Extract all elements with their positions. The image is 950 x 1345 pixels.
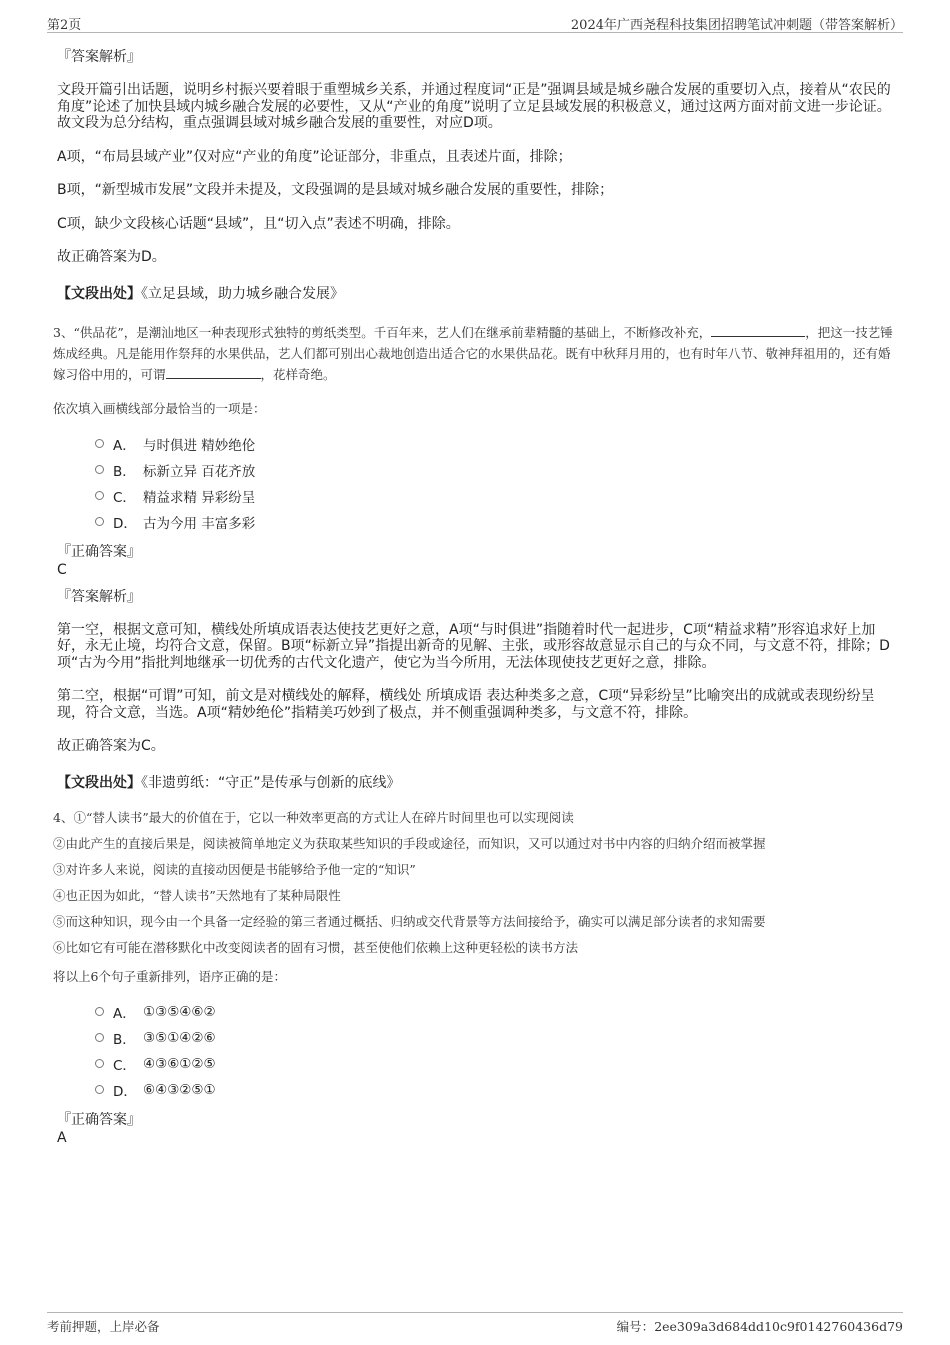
q3-analysis-p1: 第一空，根据文意可知，横线处所填成语表达使技艺更好之意，A项“与时俱进”指随着时代一起进步，C项“精益求精”形容追求好上加好，永无止境，均符合文意，保留。B项“标新立异”指提出新奇的见解、主张，或形容故意显示自己的与众不同，与文意不符，排除；D项“古为今用”指批判地继承一切优秀的古代文化遗产，使它为当今所用，无法体现使技艺更好之意，排除。 [57,621,890,671]
radio-icon[interactable] [95,491,104,500]
option-letter: C． [113,1057,136,1074]
q4-option-a[interactable] [95,999,899,1025]
page-header [47,12,903,33]
footer-slogan: 考前押题，上岸必备 [47,1319,160,1334]
q4-sentence-3: ③对许多人来说，阅读的直接动因便是书能够给予他一定的“知识” [53,861,416,877]
option-letter: D． [113,1083,137,1100]
page-footer [47,1312,903,1337]
q4-options [95,999,899,1103]
q4-sentence-6: ⑥比如它有可能在潜移默化中改变阅读者的固有习惯，甚至使他们依赖上这种更轻松的读书方法 [53,939,579,955]
q3-source-title: 《非遗剪纸：“守正”是传承与创新的底线》 [141,774,401,791]
option-text: ④③⑥①②⑤ [143,1055,216,1072]
document-code-value: 2ee309a3d684dd10c9f0142760436d79 [654,1319,903,1334]
document-code-label: 编号： [616,1319,655,1334]
q4-option-d[interactable] [95,1077,899,1103]
q2-analysis-p5: 故正确答案为D。 [57,249,166,265]
q3-blank-2 [166,366,261,379]
q2-analysis-label: 『答案解析』 [57,49,141,65]
q3-stem-part2: ，把这一技艺锤炼成经典。凡是能用作祭拜的水果供品，艺人们都可别出心裁地创造出适合它的水果供品花。既有中秋拜月用的，也有时年八节、敬神拜祖用的，还有婚嫁习俗中用的，可谓 [53,324,893,382]
document-title: 2024年广西尧程科技集团招聘笔试冲刺题（带答案解析） [570,18,903,33]
page-number: 第2页 [47,18,82,33]
q3-prompt: 依次填入画横线部分最恰当的一项是： [53,400,266,416]
option-text: 与时俱进 精妙绝伦 [143,437,256,454]
q3-option-a[interactable] [95,431,899,457]
option-letter: B． [113,463,136,480]
radio-icon[interactable] [95,1059,104,1068]
q2-source-title: 《立足县域，助力城乡融合发展》 [141,285,344,302]
q4-sentence-2: ②由此产生的直接后果是，阅读被简单地定义为获取某些知识的手段或途径，而知识，又可以通过对书中内容的归纳介绍而被掌握 [53,835,766,851]
q3-option-d[interactable] [95,509,899,535]
q4-sentence-5: ⑤而这种知识，现今由一个具备一定经验的第三者通过概括、归纳或交代背景等方法间接给予，确实可以满足部分读者的求知需要 [53,913,766,929]
q4-option-b[interactable] [95,1025,899,1051]
q3-correct-label: 『正确答案』 [57,543,141,560]
q4-sentence-4: ④也正因为如此，“替人读书”天然地有了某种局限性 [53,887,341,903]
radio-icon[interactable] [95,439,104,448]
option-letter: B． [113,1031,136,1048]
q3-options [95,431,899,535]
q3-stem-part1: 3、“供品花”，是潮汕地区一种表现形式独特的剪纸类型。千百年来，艺人们在继承前辈精髓的基础上，不断修改补充， [53,324,712,340]
option-text: 精益求精 异彩纷呈 [143,489,256,506]
q3-blank-1 [711,324,805,337]
q3-option-b[interactable] [95,457,899,483]
radio-icon[interactable] [95,1085,104,1094]
q3-source [57,772,899,792]
radio-icon[interactable] [95,1033,104,1042]
option-text: ⑥④③②⑤① [143,1081,216,1098]
radio-icon[interactable] [95,1007,104,1016]
q3-analysis-p3: 故正确答案为C。 [57,738,165,754]
q3-stem [53,322,899,385]
q2-analysis-p4: C项，缺少文段核心话题“县域”，且“切入点”表述不明确，排除。 [57,215,460,232]
q4-option-c[interactable] [95,1051,899,1077]
q4-prompt: 将以上6个句子重新排列，语序正确的是： [53,968,286,984]
option-text: 标新立异 百花齐放 [143,463,256,480]
q3-option-c[interactable] [95,483,899,509]
option-letter: D． [113,515,137,532]
q2-analysis-p3: B项，“新型城市发展”文段并未提及，文段强调的是县域对城乡融合发展的重要性，排除； [57,182,614,198]
option-letter: A． [113,1005,136,1022]
radio-icon[interactable] [95,465,104,474]
q4-correct-label: 『正确答案』 [57,1111,141,1128]
q4-correct-answer: A [57,1129,67,1146]
option-text: ③⑤①④②⑥ [143,1029,216,1046]
q3-analysis-p2: 第二空，根据“可谓”可知，前文是对横线处的解释，横线处 所填成语 表达种类多之意，C项“异彩纷呈”比喻突出的成就或表现纷纷呈现，符合文意，当选。A项“精妙绝伦”指精美巧妙到了极点，并不侧重强调种类多，与文意不符，排除。 [57,688,875,721]
q2-source-label: 【文段出处】 [57,285,141,302]
q3-analysis-label: 『答案解析』 [57,588,141,605]
option-text: ①③⑤④⑥② [143,1003,216,1020]
q2-source [57,283,899,303]
option-letter: A． [113,437,136,454]
option-text: 古为今用 丰富多彩 [143,515,256,532]
document-body [53,46,899,1154]
q2-analysis-p1: 文段开篇引出话题，说明乡村振兴要着眼于重塑城乡关系，并通过程度词“正是”强调县域是城乡融合发展的重要切入点，接着从“农民的角度”论述了加快县域内城乡融合发展的必要性，又从“产业的角度”说明了立足县域发展的积极意义，通过这两方面对前文进一步论证。故文段为总分结构，重点强调县域对城乡融合发展的重要性，对应D项。 [57,82,891,131]
q4-sentences [53,809,899,955]
q3-source-label: 【文段出处】 [57,774,141,791]
document-code [617,1317,903,1335]
q3-correct-answer: C [57,561,67,578]
radio-icon[interactable] [95,517,104,526]
q4-sentence-1: 4、①“替人读书”最大的价值在于，它以一种效率更高的方式让人在碎片时间里也可以实现阅读 [53,809,574,825]
q3-stem-part3: ，花样奇绝。 [260,366,336,382]
q2-analysis-p2: A项，“布局县域产业”仅对应“产业的角度”论证部分，非重点，且表述片面，排除； [57,148,572,165]
option-letter: C． [113,489,136,506]
